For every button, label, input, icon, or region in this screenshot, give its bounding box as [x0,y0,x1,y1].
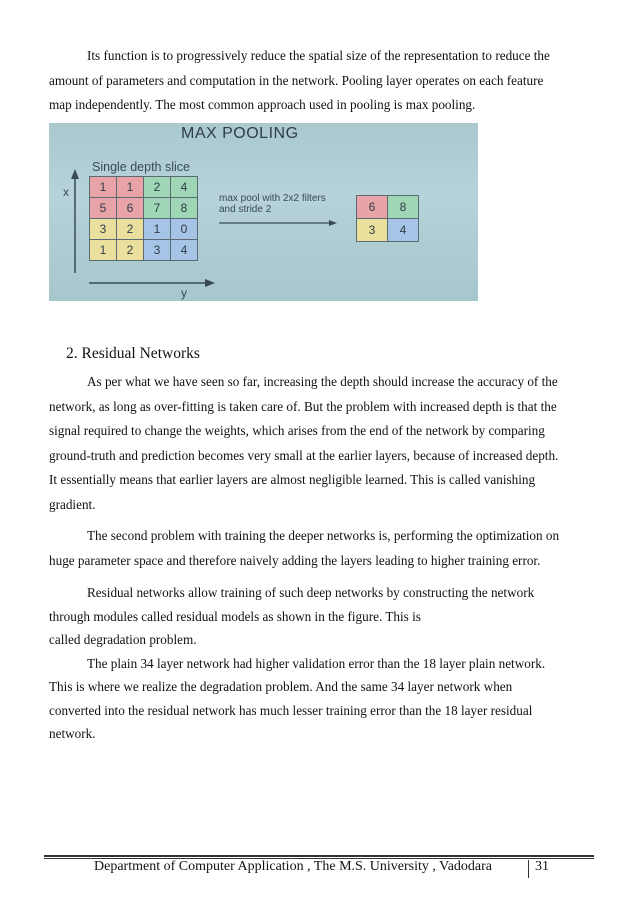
output-cell: 3 [357,219,388,242]
input-cell: 3 [90,219,117,240]
max-pooling-figure [49,123,478,301]
paragraph-line: converted into the residual network has much lesser training error than the 18 layer residual [49,702,533,718]
input-grid [89,176,198,261]
input-cell: 2 [117,240,144,261]
axis-x-label: x [63,185,69,199]
paragraph-line: signal required to change the weights, which arises from the end of the network by comparing [49,423,545,438]
input-grid-row [90,198,198,219]
pool-caption-line: max pool with 2x2 filters [219,193,326,204]
section-heading: 2. Residual Networks [66,345,200,362]
paragraph-line: Residual networks allow training of such deep networks by constructing the network [87,585,535,600]
paragraph-optimization [49,524,589,573]
footer-text: Department of Computer Application , The M.S. University , Vadodara [94,859,493,874]
input-cell: 1 [117,177,144,198]
input-cell: 8 [171,198,198,219]
paragraph-line: The second problem with training the deeper networks is, performing the optimization on [87,528,560,543]
intro-paragraph [49,44,589,118]
input-cell: 6 [117,198,144,219]
input-cell: 3 [144,240,171,261]
input-cell: 1 [90,177,117,198]
input-cell: 5 [90,198,117,219]
input-cell: 1 [90,240,117,261]
paragraph-line: through modules called residual models as shown in the figure. This is [49,608,421,624]
intro-line: map independently. The most common approach used in pooling is max pooling. [49,97,476,112]
input-cell: 4 [171,240,198,261]
figure-subtitle: Single depth slice [92,160,190,174]
intro-line: amount of parameters and computation in the network. Pooling layer operates on each feature [49,72,544,88]
paragraph-line: network. [49,726,96,741]
paragraph-line: called degradation problem. [49,632,197,647]
pool-caption [219,193,326,215]
paragraph-residual [49,581,589,746]
output-cell: 6 [357,196,388,219]
x-axis-arrowhead [71,169,79,179]
input-cell: 2 [144,177,171,198]
paragraph-line: huge parameter space and therefore naively adding the layers leading to higher training error. [49,552,541,568]
pool-arrowhead [329,220,337,226]
paragraph-line: It essentially means that earlier layers are almost negligible learned. This is called vanishing [49,472,536,487]
input-grid-row [90,177,198,198]
intro-line: Its function is to progressively reduce the spatial size of the representation to reduce the [87,48,550,63]
output-grid-row [357,219,419,242]
figure-title: MAX POOLING [181,125,299,142]
paragraph-line: The plain 34 layer network had higher validation error than the 18 layer plain network. [87,655,546,671]
input-cell: 0 [171,219,198,240]
paragraph-line: As per what we have seen so far, increasing the depth should increase the accuracy of the [87,374,558,389]
output-grid [356,195,419,242]
output-cell: 4 [388,219,419,242]
input-cell: 2 [117,219,144,240]
output-grid-row [357,196,419,219]
input-grid-row [90,219,198,240]
output-cell: 8 [388,196,419,219]
paragraph-line: gradient. [49,496,96,512]
paragraph-line: network, as long as over-fitting is taken care of. But the problem with increased depth is that the [49,398,557,414]
paragraph-vanishing-gradient [49,370,589,517]
pool-caption-line: and stride 2 [219,204,272,215]
y-axis-arrowhead [205,279,215,287]
input-cell: 1 [144,219,171,240]
axis-y-label: y [181,286,187,300]
input-cell: 4 [171,177,198,198]
paragraph-line: This is where we realize the degradation problem. And the same 34 layer network when [49,679,513,694]
input-cell: 7 [144,198,171,219]
page-number: 31 [535,859,549,874]
paragraph-line: ground-truth and prediction becomes very small at the earlier layers, because of increased depth. [49,447,559,463]
input-grid-row [90,240,198,261]
footer-separator [528,860,529,878]
